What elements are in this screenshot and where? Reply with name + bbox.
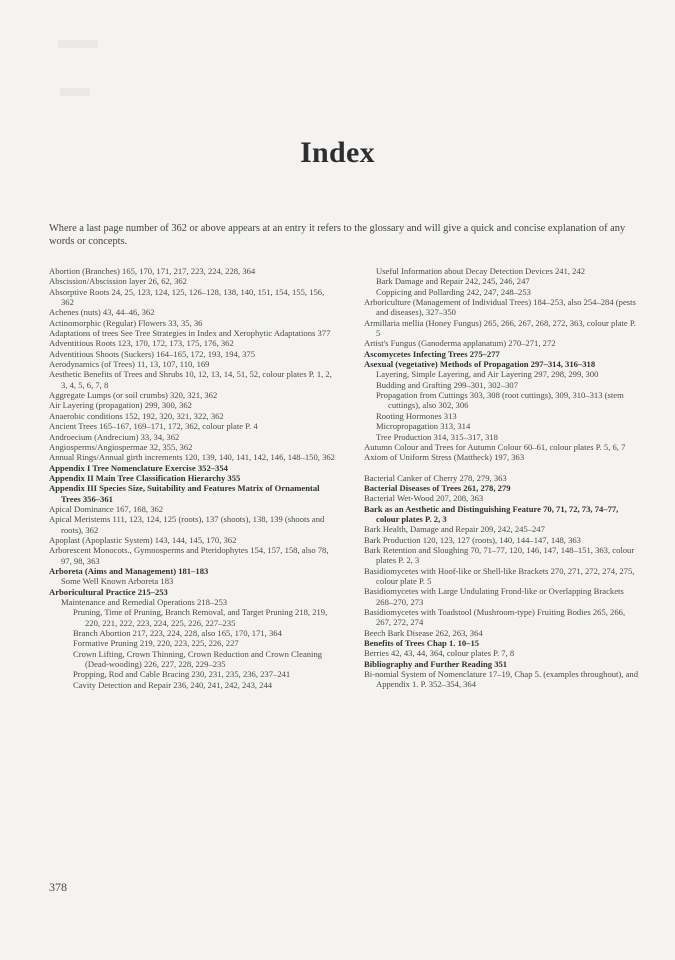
index-entry: Arboriculture (Management of Individual Trees) 184–253, also 254–284 (pests and diseases), 327–350	[364, 297, 636, 318]
index-entry: Appendix III Species Size, Suitability and Features Matrix of Ornamental Trees 356–361	[49, 483, 320, 504]
index-entry: Bacterial Diseases of Trees 261, 278, 279	[364, 482, 511, 493]
index-entry: Bark Retention and Sloughing 70, 71–77, 120, 146, 147, 148–151, 363, colour plates P. 2, 3	[364, 544, 635, 566]
index-column-left	[49, 266, 339, 690]
index-entry: Propping, Rod and Cable Bracing 230, 231, 235, 236, 237–241	[73, 669, 291, 680]
index-entry: Ascomycetes Infecting Trees 275–277	[364, 348, 500, 359]
index-entry: Ancient Trees 165–167, 169–171, 172, 362, colour plate P. 4	[49, 421, 258, 432]
index-entry: Appendix I Tree Nomenclature Exercise 352–354	[49, 462, 228, 473]
index-entry: Micropropagation 313, 314	[376, 421, 471, 432]
index-intro: Where a last page number of 362 or above appears at an entry it refers to the glossary and will give a quick and concise explanation of any words or concepts.	[49, 223, 626, 247]
index-entry: Arborescent Monocots., Gymnosperms and Pteridophytes 154, 157, 158, also 78, 97, 98, 363	[49, 545, 329, 566]
index-entry: Aesthetic Benefits of Trees and Shrubs 10, 12, 13, 14, 51, 52, colour plates P. 1, 2, 3, 4, 5, 6, 7, 8	[49, 369, 332, 390]
index-entry: Some Well Known Arboreta 183	[61, 576, 174, 587]
index-entry: Bacterial Wet-Wood 207, 208, 363	[364, 493, 484, 504]
index-entry: Beech Bark Disease 262, 263, 364	[364, 627, 483, 638]
index-entry: Useful Information about Decay Detection Devices 241, 242	[376, 266, 586, 276]
index-entry: Bark Damage and Repair 242, 245, 246, 247	[376, 276, 530, 287]
index-entry: Autumn Colour and Trees for Autumn Colour 60–61, colour plates P. 5, 6, 7	[364, 441, 626, 452]
index-entry: Aerodynamics (of Trees) 11, 13, 107, 110, 169	[49, 359, 210, 370]
index-entry: Propagation from Cuttings 303, 308 (root cuttings), 309, 310–313 (stem cuttings), also 302, 306	[376, 390, 624, 411]
index-entry: Apical Meristems 111, 123, 124, 125 (roots), 137 (shoots), 138, 139 (shoots and roots), 362	[49, 514, 325, 535]
index-entry: Adventitious Roots 123, 170, 172, 173, 175, 176, 362	[49, 338, 234, 349]
index-entry: Crown Lifting, Crown Thinning, Crown Reduction and Crown Cleaning (Dead-wooding) 226, 227, 228, 229–235	[73, 648, 323, 670]
index-entry: Maintenance and Remedial Operations 218–253	[61, 597, 228, 607]
index-entry: Asexual (vegetative) Methods of Propagation 297–314, 316–318	[364, 359, 596, 370]
index-entry: Bark Health, Damage and Repair 209, 242, 245–247	[364, 524, 545, 535]
index-entry: Bark as an Aesthetic and Distinguishing Feature 70, 71, 72, 73, 74–77, colour plates P. 2, 3	[364, 503, 619, 524]
index-entry: Actinomorphic (Regular) Flowers 33, 35, 36	[49, 317, 203, 328]
index-entry: Appendix II Main Tree Classification Hierarchy 355	[49, 472, 241, 483]
index-entry: Apoplast (Apoplastic System) 143, 144, 145, 170, 362	[49, 534, 237, 545]
index-entry: Anaerobic conditions 152, 192, 320, 321, 322, 362	[49, 410, 224, 421]
index-entry: Cavity Detection and Repair 236, 240, 241, 242, 243, 244	[73, 679, 273, 690]
index-entry: Androecium (Andrecium) 33, 34, 362	[49, 431, 180, 442]
index-entry: Absorptive Roots 24, 25, 123, 124, 125, 126–128, 138, 140, 151, 154, 155, 156, 362	[49, 286, 325, 308]
page-title: Index	[300, 136, 375, 169]
index-entry: Formative Pruning 219, 220, 223, 225, 226, 227	[73, 638, 239, 649]
index-entry: Air Layering (propagation) 299, 300, 362	[49, 400, 192, 411]
index-entry: Basidiomycetes with Toadstool (Mushroom-type) Fruiting Bodies 265, 266, 267, 272, 274	[364, 607, 626, 628]
index-entry: Branch Abortion 217, 223, 224, 228, also 165, 170, 171, 364	[73, 628, 282, 639]
index-entry: Bibliography and Further Reading 351	[364, 658, 508, 669]
index-entry: Arboricultural Practice 215–253	[49, 586, 168, 597]
index-entry: Tree Production 314, 315–317, 318	[376, 431, 498, 442]
index-entry: Adaptations of trees See Tree Strategies in Index and Xerophytic Adaptations 377	[49, 328, 331, 339]
index-entry: Bacterial Canker of Cherry 278, 279, 363	[364, 472, 507, 483]
index-column-right	[364, 266, 640, 690]
index-entry: Aggregate Lumps (or soil crumbs) 320, 321, 362	[49, 390, 218, 401]
index-gap	[364, 463, 640, 473]
index-entry: Apical Dominance 167, 168, 362	[49, 503, 164, 514]
index-entry: Abscission/Abscission layer 26, 62, 362	[49, 276, 187, 287]
index-entry: Layering, Simple Layering, and Air Layering 297, 298, 299, 300	[376, 369, 599, 380]
index-entry: Benefits of Trees Chap 1. 10–15	[364, 638, 480, 649]
index-entry: Rooting Hormones 313	[376, 410, 457, 421]
page-number: 378	[49, 880, 67, 894]
index-entry: Coppicing and Pollarding 242, 247, 248–253	[376, 286, 531, 297]
index-entry: Achenes (nuts) 43, 44–46, 362	[49, 307, 155, 318]
index-entry: Basidiomycetes with Large Undulating Frond-like or Overlapping Brackets 268–270, 273	[364, 586, 624, 607]
index-entry: Berries 42, 43, 44, 364, colour plates P. 7, 8	[364, 648, 515, 659]
index-entry: Angiosperms/Angiospermae 32, 355, 362	[49, 441, 193, 452]
show-through-text	[60, 88, 90, 96]
index-entry: Basidiomycetes with Hoof-like or Shell-like Brackets 270, 271, 272, 274, 275, colour plate P. 5	[364, 565, 635, 586]
index-entry: Annual Rings/Annual girth increments 120, 139, 140, 141, 142, 146, 148–150, 362	[49, 452, 335, 463]
index-entry: Abortion (Branches) 165, 170, 171, 217, 223, 224, 228, 364	[49, 266, 256, 276]
index-entry: Pruning, Time of Pruning, Branch Removal, and Target Pruning 218, 219, 220, 221, 222, 223, 224, 225, 226, 227–235	[73, 607, 328, 628]
show-through-text	[58, 40, 98, 48]
index-entry: Axiom of Uniform Stress (Mattheck) 197, 363	[364, 452, 525, 463]
index-entry: Artist's Fungus (Ganoderma applanatum) 270–271, 272	[364, 338, 556, 349]
index-entry: Adventitious Shoots (Suckers) 164–165, 172, 193, 194, 375	[49, 348, 256, 359]
index-entry: Budding and Grafting 299–301, 302–307	[376, 379, 519, 390]
index-entry: Arboreta (Aims and Management) 181–183	[49, 565, 209, 576]
index-entry: Bark Production 120, 123, 127 (roots), 140, 144–147, 148, 363	[364, 534, 581, 545]
index-entry: Armillaria mellia (Honey Fungus) 265, 266, 267, 268, 272, 363, colour plate P. 5	[364, 317, 636, 339]
index-entry: Bi-nomial System of Nomenclature 17–19, Chap 5. (examples throughout), and Appendix 1. P. 352–354, 364	[364, 669, 638, 690]
